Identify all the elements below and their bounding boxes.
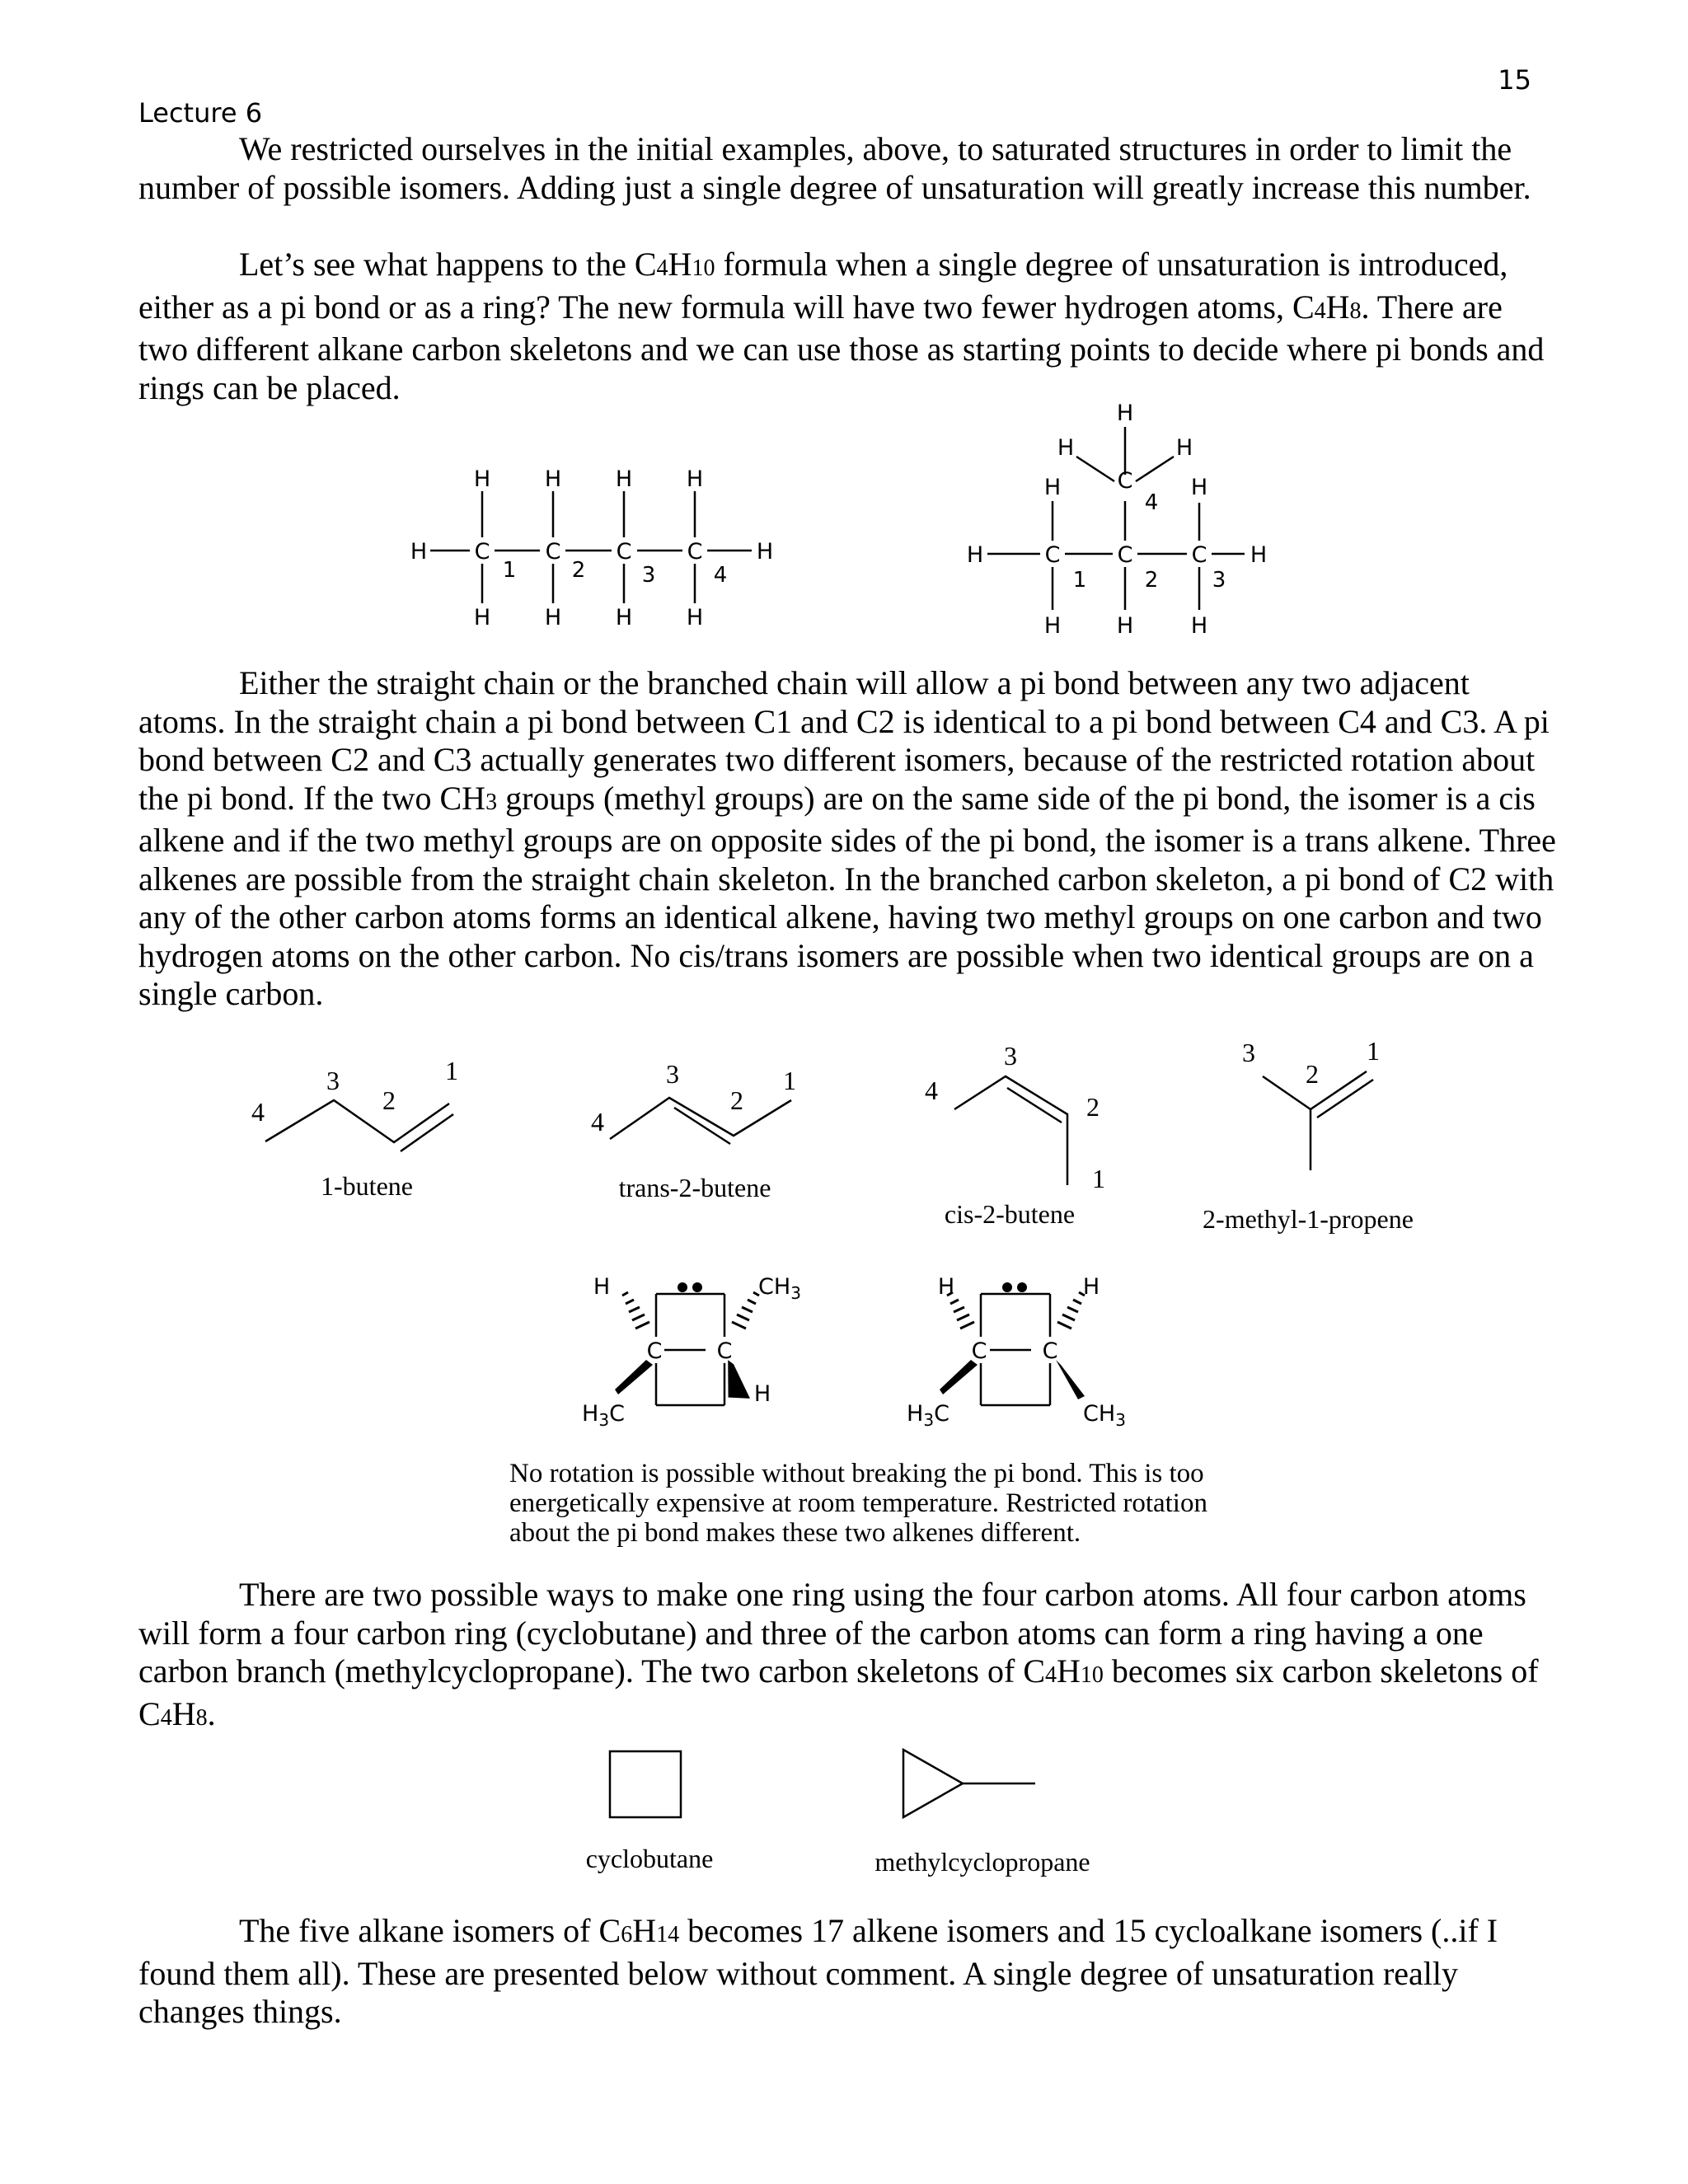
label-2: 2 [571, 558, 586, 583]
label-cyclobutane: cyclobutane [585, 1844, 714, 1873]
h3c-bottom: $H_3C$ [582, 1401, 625, 1430]
cis-2-butene [954, 1076, 1067, 1185]
page-number: 15 [1498, 64, 1531, 96]
svg-text:2: 2 [730, 1085, 743, 1115]
isobutane-structure [987, 427, 1245, 610]
label-2-methyl-1-propene: 2-methyl-1-propene [1203, 1204, 1414, 1234]
alkene-structures [0, 1034, 1688, 1249]
atom-h: H [410, 539, 428, 565]
svg-text:1: 1 [1367, 1036, 1380, 1066]
svg-text:1: 1 [1092, 1164, 1105, 1193]
atom-h: H [756, 539, 774, 565]
paragraph-c6h14: The five alkane isomers of C6H14 becomes 17 alkene isomers and 15 cycloalkane isomers (..if I found them all). These are presented below without comment. A single degree of unsaturation really changes things. [138, 1912, 1498, 2030]
svg-text:1: 1 [783, 1066, 796, 1095]
butane-atoms [410, 466, 773, 630]
label-1-butene: 1-butene [321, 1171, 413, 1201]
svg-text:C: C [1042, 1338, 1058, 1364]
paragraph-c4h10: Let’s see what happens to the C4H10 formula when a single degree of unsaturation is introduced, either as a pi bond or as a ring? The new formula will have two fewer hydrogen atoms, C4H8. There are two different alkane carbon skeletons and we can use those as starting points to decide where pi bonds and rings can be placed. [138, 246, 1545, 406]
rotation-note: No rotation is possible without breaking the pi bond. This is too energetically expensive at room temperature. Restricted rotation about the pi bond makes these two alkenes different. [509, 1459, 1207, 1548]
svg-text:3: 3 [1004, 1041, 1017, 1071]
label-cis-2-butene: cis-2-butene [944, 1199, 1076, 1229]
lecture-label: Lecture 6 [138, 97, 263, 129]
ch3-top: $CH_3$ [758, 1274, 801, 1303]
svg-text:H: H [615, 466, 633, 492]
svg-text:3: 3 [326, 1066, 340, 1095]
svg-text:H: H [1057, 435, 1075, 461]
atom-c2: C [545, 539, 561, 565]
atom-c1: C [474, 539, 490, 565]
lewis-structures [0, 387, 1688, 651]
label-trans-2-butene: trans-2-butene [618, 1173, 771, 1202]
trans-2-butene [610, 1098, 791, 1144]
svg-text:4: 4 [251, 1097, 265, 1127]
svg-text:2: 2 [1306, 1059, 1319, 1089]
svg-text:H: H [1116, 613, 1134, 639]
svg-text:C: C [1191, 542, 1207, 568]
svg-text:C: C [1044, 542, 1061, 568]
svg-text:H: H [1190, 613, 1208, 639]
svg-text:H: H [593, 1274, 611, 1300]
svg-text:H: H [686, 605, 704, 630]
svg-text:H: H [473, 466, 491, 492]
svg-text:3: 3 [1242, 1038, 1255, 1067]
svg-text:1: 1 [1072, 568, 1087, 593]
pi-bond-structures [0, 1257, 1688, 1455]
svg-text:H: H [1250, 542, 1268, 568]
ring-structures [0, 1731, 1688, 1879]
svg-text:H: H [544, 605, 562, 630]
svg-text:H: H [1082, 1274, 1100, 1300]
svg-text:C: C [971, 1338, 987, 1364]
label-4: 4 [713, 563, 728, 588]
svg-text:3: 3 [1212, 568, 1226, 593]
svg-text:H: H [966, 542, 984, 568]
label-3: 3 [641, 563, 656, 588]
svg-text:C: C [1117, 542, 1133, 568]
svg-text:H: H [615, 605, 633, 630]
svg-text:H: H [544, 466, 562, 492]
svg-text:C: C [646, 1338, 663, 1364]
h3c-bottom-cis: $H_3C$ [907, 1401, 950, 1430]
svg-text:3: 3 [666, 1059, 679, 1089]
svg-text:H: H [1043, 613, 1062, 639]
paragraph-saturated: We restricted ourselves in the initial examples, above, to saturated structures in order to limit the number of possible isomers. Adding just a single degree of unsaturation will greatly increase this number. [138, 130, 1531, 206]
svg-text:2: 2 [1086, 1092, 1100, 1122]
svg-text:C: C [716, 1338, 733, 1364]
atom-c4: C [687, 539, 703, 565]
svg-text:2: 2 [382, 1085, 396, 1115]
svg-text:H: H [937, 1274, 955, 1300]
1-butene [265, 1100, 453, 1151]
svg-text:H: H [1116, 401, 1134, 426]
svg-text:4: 4 [925, 1076, 938, 1105]
methylcyclopropane-structure [903, 1750, 1035, 1817]
svg-text:H: H [1043, 475, 1062, 500]
svg-text:H: H [686, 466, 704, 492]
svg-text:1: 1 [445, 1056, 458, 1085]
svg-text:4: 4 [1144, 490, 1159, 515]
svg-text:C: C [1117, 468, 1133, 494]
atom-c3: C [616, 539, 632, 565]
svg-text:H: H [473, 605, 491, 630]
svg-text:H: H [753, 1381, 771, 1407]
svg-text:4: 4 [591, 1107, 604, 1137]
svg-text:H: H [1190, 475, 1208, 500]
paragraph-pi-bond: Either the straight chain or the branched chain will allow a pi bond between any two adjacent atoms. In the straight chain a pi bond between C1 and C2 is identical to a pi bond between C4 and C3. A pi bond between C2 and C3 actually generates two different isomers, because of the restricted rotation about the pi bond. If the two CH3 groups (methyl groups) are on the same side of the pi bond, the isomer is a cis alkene and if the two methyl groups are on opposite sides of the pi bond, the isomer is a trans alkene. Three alkenes are possible from the straight chain skeleton. In the branched carbon skeleton, a pi bond of C2 with any of the other carbon atoms forms an identical alkene, having two methyl groups on one carbon and two hydrogen atoms on the other carbon. No cis/trans isomers are possible when two identical groups are on a single carbon. [138, 664, 1556, 1012]
cis-pi-structure [947, 1292, 1085, 1405]
label-methylcyclopropane: methylcyclopropane [874, 1847, 1090, 1877]
svg-text:H: H [1175, 435, 1193, 461]
isobutane-atoms [967, 401, 1267, 639]
ch3-bottom-cis: $CH_3$ [1083, 1401, 1126, 1430]
paragraph-rings: There are two possible ways to make one ring using the four carbon atoms. All four carbon atoms will form a four carbon ring (cyclobutane) and three of the carbon atoms can form a ring having a one carbon branch (methylcyclopropane). The two carbon skeletons of C4H10 becomes six carbon skeletons of C4H8. [138, 1576, 1539, 1732]
cyclobutane-structure [610, 1751, 681, 1817]
label-1: 1 [502, 558, 517, 583]
svg-text:2: 2 [1144, 568, 1159, 593]
